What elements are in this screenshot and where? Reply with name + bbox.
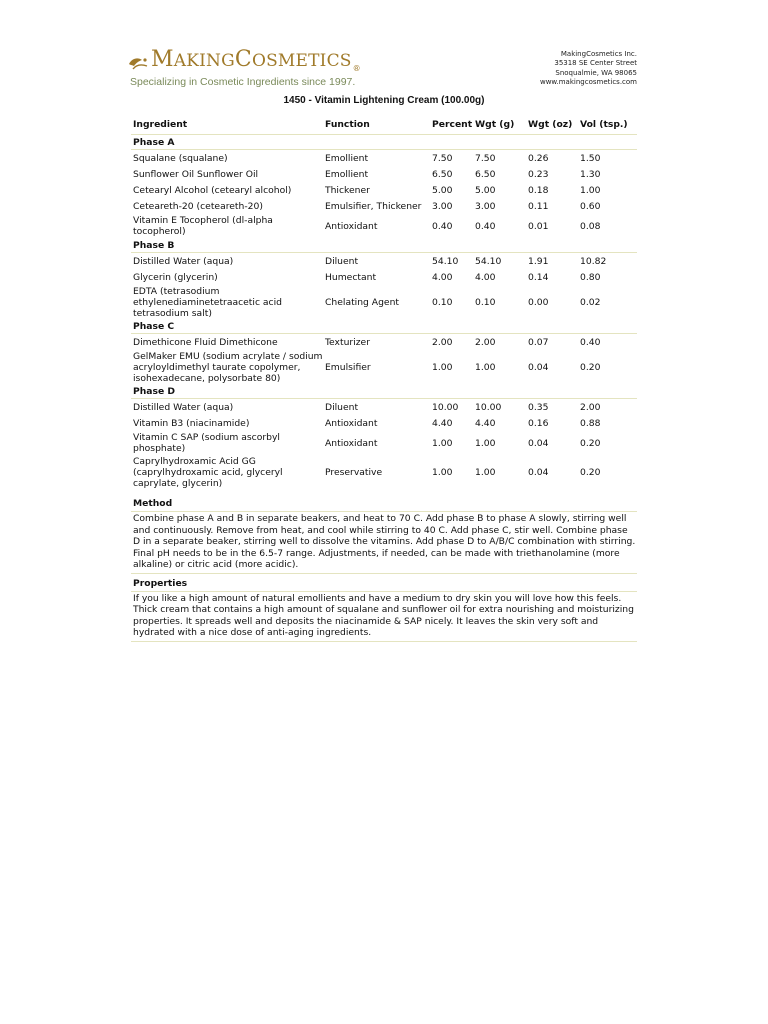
weight-g-cell: 1.00 <box>475 466 496 478</box>
phase-label: Phase A <box>131 135 637 150</box>
table-row <box>131 431 637 455</box>
weight-oz-cell: 0.14 <box>528 271 549 283</box>
weight-oz-cell: 0.26 <box>528 152 549 164</box>
registered-mark: ® <box>352 64 361 73</box>
volume-tsp-cell: 0.02 <box>580 296 601 308</box>
company-name: MakingCosmetics Inc. <box>560 50 637 58</box>
recipe-content <box>131 114 637 642</box>
company-city: Snoqualmie, WA 98065 <box>555 68 637 77</box>
leaf-flourish-icon <box>127 55 149 73</box>
weight-g-cell: 5.00 <box>475 184 496 196</box>
weight-oz-cell: 0.04 <box>528 437 549 449</box>
volume-tsp-cell: 1.00 <box>580 184 601 196</box>
percent-cell: 0.40 <box>432 220 453 232</box>
ingredient-cell: Ceteareth-20 (ceteareth-20) <box>133 200 263 212</box>
weight-g-cell: 1.00 <box>475 361 496 373</box>
ingredient-cell: Cetearyl Alcohol (cetearyl alcohol) <box>133 184 292 196</box>
col-header-function: Function <box>323 114 430 135</box>
function-cell: Humectant <box>325 271 377 283</box>
function-cell: Preservative <box>325 466 383 478</box>
ingredient-cell: Distilled Water (aqua) <box>133 255 234 267</box>
method-text: Combine phase A and B in separate beakers, and heat to 70 C. Add phase B to phase A slowly, stirring well and continuously. Remove from heat, and cool while stirring to 40 C. Add phase C, stir well. Combine phase D in a separate beaker, stirring well to dissolve the vitamins. Add phase D to A/B/C combination with stirring. Final pH needs to be in the 6.5-7 range. Adjustments, if needed, can be made with triethanolamine (more alkaline) or citric acid (more acidic). <box>131 512 637 574</box>
col-header-volume-tsp: Vol (tsp.) <box>578 114 637 135</box>
ingredients-table <box>131 114 637 489</box>
weight-g-cell: 0.10 <box>475 296 496 308</box>
phase-row <box>131 384 637 399</box>
weight-oz-cell: 0.04 <box>528 361 549 373</box>
company-street: 35318 SE Center Street <box>554 59 637 68</box>
weight-oz-cell: 0.23 <box>528 168 549 180</box>
weight-g-cell: 7.50 <box>475 152 496 164</box>
col-header-percent: Percent <box>430 114 464 135</box>
table-row <box>131 166 637 182</box>
properties-heading: Properties <box>131 577 637 592</box>
table-row <box>131 334 637 351</box>
function-cell: Emulsifier, Thickener <box>325 200 422 212</box>
ingredient-cell: EDTA (tetrasodium ethylenediaminetetraacetic acid tetrasodium salt) <box>133 285 282 319</box>
volume-tsp-cell: 1.50 <box>580 152 601 164</box>
ingredient-cell: Caprylhydroxamic Acid GG (caprylhydroxamic acid, glyceryl caprylate, glycerin) <box>133 455 283 489</box>
percent-cell: 1.00 <box>432 466 453 478</box>
volume-tsp-cell: 0.20 <box>580 361 601 373</box>
volume-tsp-cell: 0.80 <box>580 271 601 283</box>
function-cell: Diluent <box>325 255 359 267</box>
percent-cell: 7.50 <box>432 152 453 164</box>
ingredient-cell: Glycerin (glycerin) <box>133 271 218 283</box>
function-cell: Emollient <box>325 168 369 180</box>
weight-g-cell: 4.40 <box>475 417 496 429</box>
weight-g-cell: 4.00 <box>475 271 496 283</box>
function-cell: Antioxidant <box>325 437 378 449</box>
ingredient-cell: GelMaker EMU (sodium acrylate / sodium acryloyldimethyl taurate copolymer, isohexadecane, polysorbate 80) <box>133 350 323 384</box>
table-row <box>131 455 637 489</box>
percent-cell: 10.00 <box>432 401 459 413</box>
table-header-row <box>131 114 637 135</box>
weight-oz-cell: 0.04 <box>528 466 549 478</box>
volume-tsp-cell: 0.20 <box>580 466 601 478</box>
table-row <box>131 285 637 319</box>
col-header-weight-g: Wgt (g) <box>464 114 526 135</box>
function-cell: Diluent <box>325 401 359 413</box>
weight-oz-cell: 0.35 <box>528 401 549 413</box>
weight-g-cell: 2.00 <box>475 336 496 348</box>
weight-g-cell: 10.00 <box>475 401 502 413</box>
volume-tsp-cell: 1.30 <box>580 168 601 180</box>
recipe-title: 1450 - Vitamin Lightening Cream (100.00g) <box>283 95 485 106</box>
ingredient-cell: Vitamin C SAP (sodium ascorbyl phosphate) <box>133 432 280 454</box>
percent-cell: 5.00 <box>432 184 453 196</box>
col-header-ingredient: Ingredient <box>131 114 323 135</box>
weight-oz-cell: 0.18 <box>528 184 549 196</box>
weight-g-cell: 6.50 <box>475 168 496 180</box>
percent-cell: 54.10 <box>432 255 459 267</box>
phase-label: Phase D <box>131 384 637 399</box>
brand-tagline: Specializing in Cosmetic Ingredients since 1997. <box>130 76 356 88</box>
ingredient-cell: Dimethicone Fluid Dimethicone <box>133 336 278 348</box>
weight-g-cell: 3.00 <box>475 200 496 212</box>
weight-oz-cell: 0.00 <box>528 296 549 308</box>
percent-cell: 6.50 <box>432 168 453 180</box>
weight-g-cell: 1.00 <box>475 437 496 449</box>
weight-g-cell: 0.40 <box>475 220 496 232</box>
volume-tsp-cell: 0.88 <box>580 417 601 429</box>
properties-text: If you like a high amount of natural emollients and have a medium to dry skin you will love how this feels. Thick cream that contains a high amount of squalane and sunflower oil for extra nourishing and moisturizing properties. It spreads well and deposits the niacinamide & SAP nicely. It leaves the skin very soft and hydrated with a nice dose of anti-aging ingredients. <box>131 592 637 642</box>
function-cell: Antioxidant <box>325 417 378 429</box>
table-row <box>131 182 637 198</box>
table-row <box>131 269 637 285</box>
table-row <box>131 198 637 214</box>
table-row <box>131 350 637 384</box>
table-row <box>131 214 637 238</box>
weight-oz-cell: 0.01 <box>528 220 549 232</box>
brand-name: MAKINGCOSMETICS <box>151 47 352 72</box>
percent-cell: 4.40 <box>432 417 453 429</box>
phase-label: Phase B <box>131 238 637 253</box>
volume-tsp-cell: 0.60 <box>580 200 601 212</box>
table-row <box>131 150 637 167</box>
volume-tsp-cell: 0.08 <box>580 220 601 232</box>
ingredient-cell: Vitamin B3 (niacinamide) <box>133 417 250 429</box>
weight-oz-cell: 0.16 <box>528 417 549 429</box>
table-row <box>131 253 637 270</box>
company-website: www.makingcosmetics.com <box>539 77 637 86</box>
ingredient-cell: Vitamin E Tocopherol (dl-alpha tocopherol) <box>133 215 273 237</box>
function-cell: Emollient <box>325 152 369 164</box>
function-cell: Emulsifier <box>325 361 371 373</box>
table-row <box>131 399 637 416</box>
percent-cell: 3.00 <box>432 200 453 212</box>
table-row <box>131 415 637 431</box>
percent-cell: 4.00 <box>432 271 453 283</box>
phase-row <box>131 238 637 253</box>
weight-oz-cell: 1.91 <box>528 255 549 267</box>
weight-oz-cell: 0.11 <box>528 200 549 212</box>
volume-tsp-cell: 0.40 <box>580 336 601 348</box>
function-cell: Thickener <box>325 184 370 196</box>
ingredient-cell: Distilled Water (aqua) <box>133 401 234 413</box>
weight-oz-cell: 0.07 <box>528 336 549 348</box>
method-heading: Method <box>131 497 637 512</box>
phase-label: Phase C <box>131 319 637 334</box>
function-cell: Chelating Agent <box>325 296 399 308</box>
volume-tsp-cell: 0.20 <box>580 437 601 449</box>
function-cell: Texturizer <box>325 336 370 348</box>
company-address <box>540 50 637 87</box>
phase-row <box>131 135 637 150</box>
percent-cell: 0.10 <box>432 296 453 308</box>
percent-cell: 1.00 <box>432 361 453 373</box>
phase-row <box>131 319 637 334</box>
percent-cell: 1.00 <box>432 437 453 449</box>
ingredient-cell: Sunflower Oil Sunflower Oil <box>133 168 259 180</box>
ingredient-cell: Squalane (squalane) <box>133 152 228 164</box>
volume-tsp-cell: 2.00 <box>580 401 601 413</box>
brand-logo <box>127 48 361 88</box>
volume-tsp-cell: 10.82 <box>580 255 607 267</box>
function-cell: Antioxidant <box>325 220 378 232</box>
weight-g-cell: 54.10 <box>475 255 502 267</box>
percent-cell: 2.00 <box>432 336 453 348</box>
col-header-weight-oz: Wgt (oz) <box>526 114 578 135</box>
